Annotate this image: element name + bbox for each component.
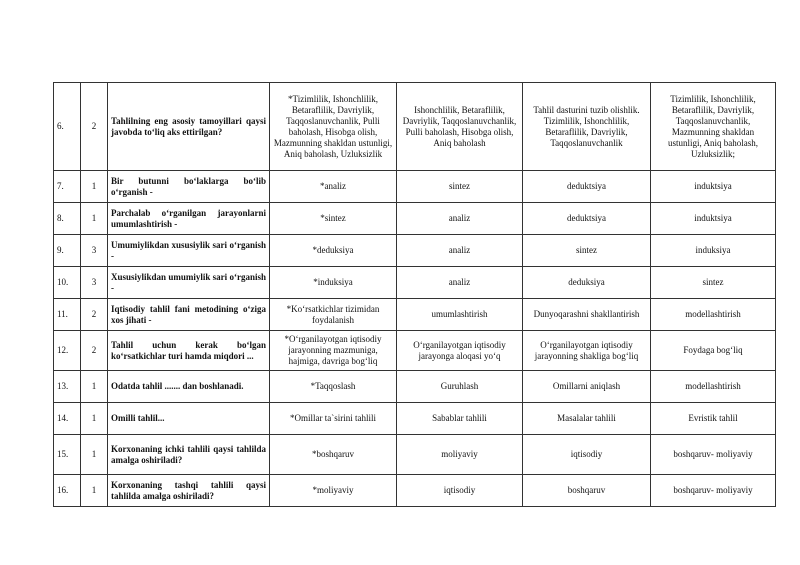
table-row: [54, 267, 776, 299]
question-text: Omilli tahlil...: [108, 403, 270, 435]
correct-answer: *moliyaviy: [270, 475, 397, 507]
question-number: 12.: [54, 331, 81, 371]
question-number: 6.: [54, 83, 81, 171]
question-number: 7.: [54, 171, 81, 203]
answer-option: Foydaga bog‘liq: [651, 331, 776, 371]
question-text: Bir butunni bo‘laklarga bo‘lib o‘rganish -: [108, 171, 270, 203]
difficulty-level: 1: [81, 203, 108, 235]
difficulty-level: 3: [81, 235, 108, 267]
answer-option: deduksiya: [523, 267, 651, 299]
question-number: 8.: [54, 203, 81, 235]
question-text: Tahlilning eng asosiy tamoyillari qaysi javobda to‘liq aks ettirilgan?: [108, 83, 270, 171]
correct-answer: *O‘rganilayotgan iqtisodiy jarayonning mazmuniga, hajmiga, davriga bog‘liq: [270, 331, 397, 371]
answer-option: induktsiya: [651, 171, 776, 203]
table-row: [54, 235, 776, 267]
correct-answer: *Omillar ta`sirini tahlili: [270, 403, 397, 435]
answer-option: modellashtirish: [651, 371, 776, 403]
correct-answer: *deduksiya: [270, 235, 397, 267]
answer-option: sintez: [651, 267, 776, 299]
correct-answer: *boshqaruv: [270, 435, 397, 475]
question-number: 11.: [54, 299, 81, 331]
table-row: [54, 299, 776, 331]
answer-option: boshqaruv- moliyaviy: [651, 435, 776, 475]
difficulty-level: 1: [81, 403, 108, 435]
question-text: Xususiylikdan umumiylik sari o‘rganish -: [108, 267, 270, 299]
question-number: 13.: [54, 371, 81, 403]
question-rows: [54, 83, 776, 507]
answer-option: iqtisodiy: [523, 435, 651, 475]
answer-option: Tahlil dasturini tuzib olishlik. Tizimlilik, Ishonchlilik, Betaraflilik, Davriylik, Taqqoslanuvchanlik: [523, 83, 651, 171]
answer-option: boshqaruv- moliyaviy: [651, 475, 776, 507]
question-number: 16.: [54, 475, 81, 507]
question-text: Korxonaning ichki tahlili qaysi tahlilda amalga oshiriladi?: [108, 435, 270, 475]
question-number: 15.: [54, 435, 81, 475]
answer-option: boshqaruv: [523, 475, 651, 507]
answer-option: deduktsiya: [523, 203, 651, 235]
table-row: [54, 403, 776, 435]
answer-option: Guruhlash: [397, 371, 523, 403]
correct-answer: *Taqqoslash: [270, 371, 397, 403]
difficulty-level: 2: [81, 83, 108, 171]
answer-option: Dunyoqarashni shakllantirish: [523, 299, 651, 331]
difficulty-level: 2: [81, 331, 108, 371]
difficulty-level: 1: [81, 435, 108, 475]
question-number: 9.: [54, 235, 81, 267]
answer-option: modellashtirish: [651, 299, 776, 331]
correct-answer: *Tizimlilik, Ishonchlilik, Betaraflilik, Davriylik, Taqqoslanuvchanlik, Pulli baholash, Hisobga olish, Mazmunning shakldan ustunligi, Aniq baholash, Uzluksizlik: [270, 83, 397, 171]
answer-option: moliyaviy: [397, 435, 523, 475]
answer-option: Tizimlilik, Ishonchlilik, Betaraflilik, Davriylik, Taqqoslanuvchanlik, Mazmunning shakldan ustunligi, Aniq baholash, Uzluksizlik;: [651, 83, 776, 171]
question-text: Iqtisodiy tahlil fani metodining o‘ziga xos jihati -: [108, 299, 270, 331]
answer-option: O‘rganilayotgan iqtisodiy jarayonga aloqasi yo‘q: [397, 331, 523, 371]
question-text: Odatda tahlil ....... dan boshlanadi.: [108, 371, 270, 403]
answer-option: analiz: [397, 203, 523, 235]
question-number: 10.: [54, 267, 81, 299]
table-row: [54, 203, 776, 235]
table-row: [54, 371, 776, 403]
question-table: [53, 82, 776, 507]
table-row: [54, 435, 776, 475]
answer-option: iqtisodiy: [397, 475, 523, 507]
answer-option: Evristik tahlil: [651, 403, 776, 435]
correct-answer: *analiz: [270, 171, 397, 203]
answer-option: sintez: [523, 235, 651, 267]
table-row: [54, 331, 776, 371]
difficulty-level: 2: [81, 299, 108, 331]
table-row: [54, 171, 776, 203]
difficulty-level: 1: [81, 371, 108, 403]
answer-option: Masalalar tahlili: [523, 403, 651, 435]
question-text: Tahlil uchun kerak bo‘lgan ko‘rsatkichlar turi hamda miqdori ...: [108, 331, 270, 371]
correct-answer: *sintez: [270, 203, 397, 235]
table-row: [54, 475, 776, 507]
answer-option: Ishonchlilik, Betaraflilik, Davriylik, Taqqoslanuvchanlik, Pulli baholash, Hisobga olish, Aniq baholash: [397, 83, 523, 171]
answer-option: deduktsiya: [523, 171, 651, 203]
question-text: Parchalab o‘rganilgan jarayonlarni umumlashtirish -: [108, 203, 270, 235]
table-row: [54, 83, 776, 171]
answer-option: Omillarni aniqlash: [523, 371, 651, 403]
answer-option: O‘rganilayotgan iqtisodiy jarayonning shakliga bog‘liq: [523, 331, 651, 371]
question-text: Umumiylikdan xususiylik sari o‘rganish -: [108, 235, 270, 267]
answer-option: analiz: [397, 267, 523, 299]
question-number: 14.: [54, 403, 81, 435]
answer-option: sintez: [397, 171, 523, 203]
answer-option: Sabablar tahlili: [397, 403, 523, 435]
answer-option: umumlashtirish: [397, 299, 523, 331]
answer-option: analiz: [397, 235, 523, 267]
difficulty-level: 1: [81, 171, 108, 203]
correct-answer: *induksiya: [270, 267, 397, 299]
answer-option: induktsiya: [651, 203, 776, 235]
difficulty-level: 1: [81, 475, 108, 507]
difficulty-level: 3: [81, 267, 108, 299]
correct-answer: *Ko‘rsatkichlar tizimidan foydalanish: [270, 299, 397, 331]
question-text: Korxonaning tashqi tahlili qaysi tahlilda amalga oshiriladi?: [108, 475, 270, 507]
answer-option: induksiya: [651, 235, 776, 267]
